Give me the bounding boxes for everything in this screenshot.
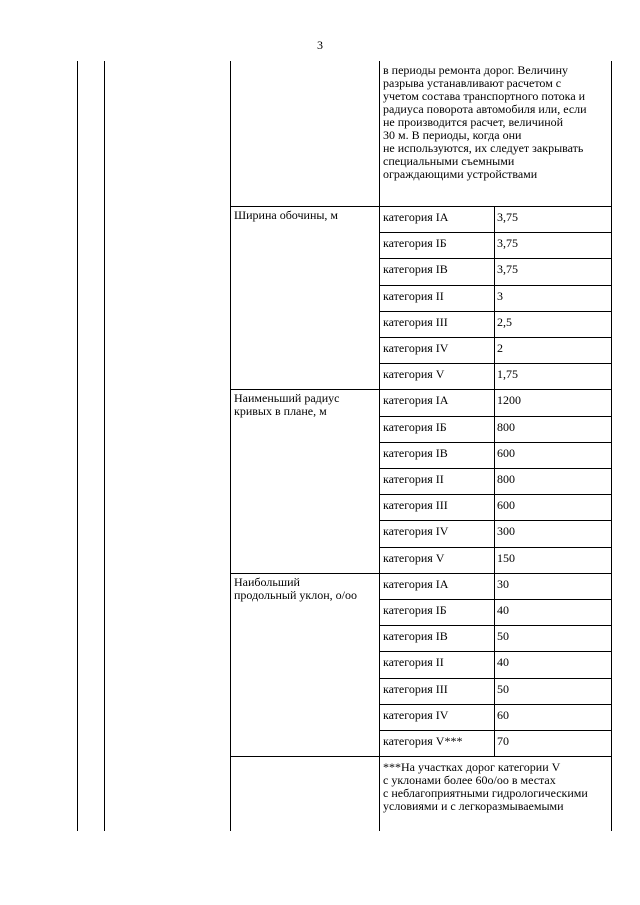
category-label: категория IБ: [383, 603, 447, 617]
category-value: 3,75: [497, 262, 518, 277]
category-label: категория III: [383, 498, 448, 513]
table-cell-border: [494, 389, 495, 572]
table-row-border: [380, 258, 612, 259]
category-label: категория III: [383, 314, 448, 329]
category-value: 40: [497, 603, 509, 617]
category-value: 150: [497, 550, 515, 565]
table-row-border: [380, 547, 612, 548]
footnote-text: ***На участках дорог категории V с уклонами более 60о/оо в местах с неблагоприятными гидрологическими условиями и с легкоразмываемыми: [383, 760, 588, 814]
category-label: категория IB: [383, 262, 448, 277]
category-value: 800: [497, 472, 515, 486]
table-row-border: [380, 651, 612, 652]
parameter-name: Ширина обочины, м: [234, 208, 339, 222]
category-label: категория V: [383, 367, 445, 382]
table-cell-border: [494, 206, 495, 389]
category-value: 1200: [497, 393, 521, 408]
table-row-border: [380, 520, 612, 521]
table-column-line: [77, 61, 78, 831]
category-label: категория IV: [383, 341, 449, 355]
table-row-border: [380, 416, 612, 417]
category-value: 50: [497, 629, 509, 644]
category-label: категория II: [383, 472, 444, 486]
category-label: категория V***: [383, 734, 463, 748]
category-label: категория IA: [383, 210, 449, 224]
parameter-name: Наименьший радиус кривых в плане, м: [234, 391, 340, 419]
category-label: категория IB: [383, 445, 448, 460]
table-row-border: [230, 756, 612, 757]
category-label: категория V: [383, 550, 445, 565]
category-value: 600: [497, 498, 515, 513]
category-label: категория IB: [383, 629, 448, 644]
page-number: 3: [317, 38, 323, 52]
table-row-border: [380, 678, 612, 679]
table-row-border: [380, 704, 612, 705]
table-row-border: [380, 337, 612, 338]
category-value: 1,75: [497, 367, 518, 382]
category-label: категория IБ: [383, 236, 447, 251]
category-label: категория IV: [383, 524, 449, 539]
category-value: 60: [497, 707, 509, 722]
table-row-border: [380, 730, 612, 731]
category-label: категория IV: [383, 707, 449, 722]
category-label: категория II: [383, 288, 444, 303]
table-row-border: [380, 363, 612, 364]
table-row-border: [380, 599, 612, 600]
table-row-border: [380, 494, 612, 495]
table-row-border: [380, 625, 612, 626]
category-label: категория III: [383, 681, 448, 696]
category-value: 3,75: [497, 210, 518, 224]
category-label: категория IA: [383, 393, 449, 408]
category-value: 70: [497, 734, 509, 748]
table-row-border: [380, 232, 612, 233]
continuation-text: в периоды ремонта дорог. Величину разрыва устанавливают расчетом с учетом состава транспортного потока и радиуса поворота автомобиля или, если не производится расчет, величиной 30 м. В периоды, когда они не используются, их следует закрывать специальными съемными ограждающими устройствами: [383, 63, 587, 181]
parameter-name: Наибольший продольный уклон, о/оо: [234, 574, 357, 602]
table-column-line: [104, 61, 105, 831]
category-value: 40: [497, 655, 509, 670]
table-row-border: [380, 285, 612, 286]
table-column-line: [611, 61, 612, 831]
category-value: 50: [497, 681, 509, 696]
table-row-border: [380, 311, 612, 312]
table-cell-border: [494, 573, 495, 756]
category-value: 300: [497, 524, 515, 539]
category-value: 2: [497, 341, 503, 355]
table-row-border: [380, 468, 612, 469]
category-value: 800: [497, 419, 515, 434]
category-value: 3: [497, 288, 503, 303]
category-value: 30: [497, 576, 509, 591]
table-row-border: [380, 442, 612, 443]
category-label: категория IБ: [383, 419, 447, 434]
category-value: 3,75: [497, 236, 518, 251]
category-label: категория IA: [383, 576, 449, 591]
table-column-line: [230, 61, 231, 831]
category-value: 2,5: [497, 314, 512, 329]
category-value: 600: [497, 445, 515, 460]
category-label: категория II: [383, 655, 444, 670]
